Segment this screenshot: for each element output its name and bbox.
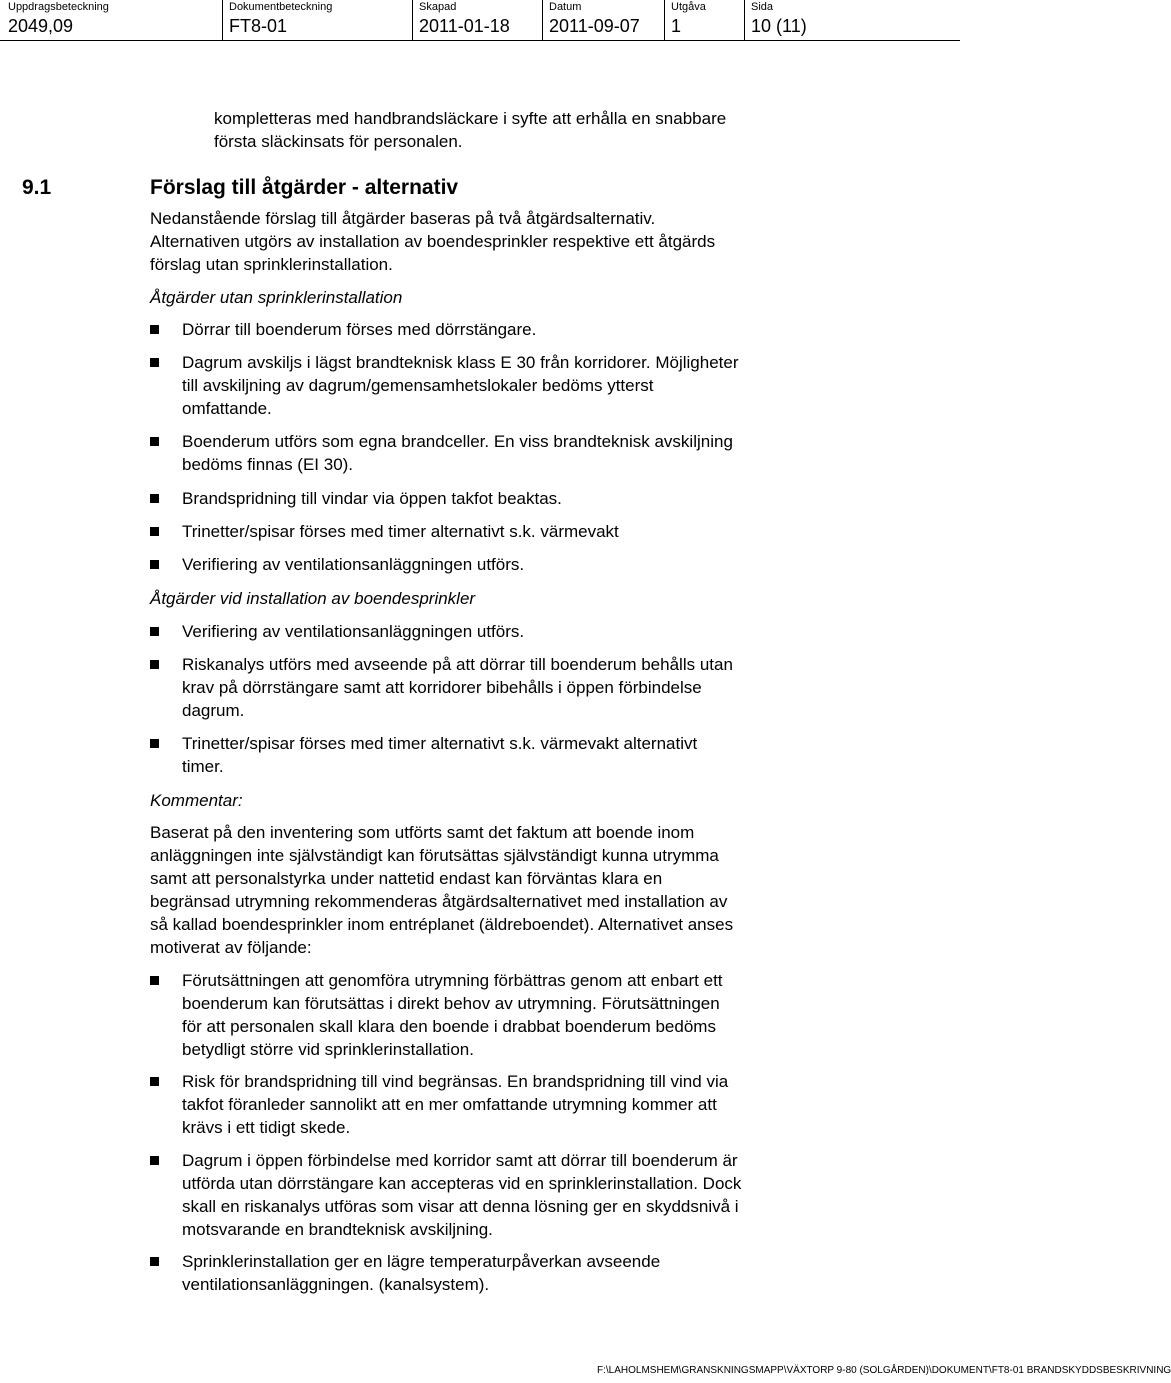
footer-file-path: F:\LAHOLMSHEM\GRANSKNINGSMAPP\VÄXTORP 9-80 (SOLGÅRDEN)\DOKUMENT\FT8-01 BRANDSKYDDSBESKRIVNING — [597, 1365, 1171, 1376]
list-item-line: till avskiljning av dagrum/gemensamhetslokaler bedöms ytterst — [182, 376, 654, 395]
paragraph-line: Nedanstående förslag till åtgärder baseras på två åtgärdsalternativ. — [150, 209, 656, 228]
list-item-line: skall en riskanalys utföras som visar att denna lösning ger en skyddsnivå i — [182, 1197, 739, 1216]
paragraph-line: Alternativen utgörs av installation av boendesprinkler respektive ett åtgärds — [150, 232, 716, 251]
list-item-line: utförda utan dörrstängare kan accepteras vid en sprinklerinstallation. Dock — [182, 1174, 742, 1193]
bullet-marker — [150, 976, 159, 985]
bullet-marker — [150, 1156, 159, 1165]
header-value: FT8-01 — [229, 16, 288, 36]
bullet-marker — [150, 627, 159, 636]
header-label: Uppdragsbeteckning — [8, 1, 109, 13]
bullet-marker — [150, 527, 159, 536]
header-value: 2011-01-18 — [419, 16, 510, 36]
bullet-marker — [150, 1077, 159, 1086]
comment-line: så kallad boendesprinkler inom entréplanet (äldreboendet). Alternativet anses — [150, 915, 734, 934]
list-item: Trinetter/spisar förses med timer alternativt s.k. värmevakt alternativt — [182, 734, 698, 753]
bullet-marker — [150, 660, 159, 669]
comment-line: begränsad utrymning rekommenderas åtgärdsalternativet med installation av — [150, 892, 728, 911]
list-item: Dagrum avskiljs i lägst brandteknisk klass E 30 från korridorer. Möjligheter — [182, 353, 739, 372]
list-item-line: boenderum kan förutsättas i direkt behov av utrymning. Förutsättningen — [182, 994, 720, 1013]
list-item: Risk för brandspridning till vind begränsas. En brandspridning till vind via — [182, 1072, 729, 1091]
intro-line: första släckinsats för personalen. — [214, 132, 463, 151]
comment-line: Baserat på den inventering som utförts samt det faktum att boende inom — [150, 823, 695, 842]
section-title: Förslag till åtgärder - alternativ — [150, 176, 459, 199]
header-value: 2049,09 — [8, 16, 74, 36]
bullet-marker — [150, 1257, 159, 1266]
list-item: Sprinklerinstallation ger en lägre temperaturpåverkan avseende — [182, 1252, 661, 1271]
comment-line: samt att personalstyrka under nattetid endast kan förväntas klara en — [150, 869, 663, 888]
header-cell-document-id — [222, 0, 412, 40]
comment-line: motiverat av följande: — [150, 938, 312, 957]
bullet-marker — [150, 739, 159, 748]
header-label: Sida — [751, 1, 774, 13]
subheading-with-sprinkler: Åtgärder vid installation av boendesprinkler — [150, 589, 476, 608]
list-item: Förutsättningen att genomföra utrymning förbättras genom att enbart ett — [182, 971, 723, 990]
bullet-marker — [150, 358, 159, 367]
list-item: Dörrar till boenderum förses med dörrstängare. — [182, 320, 537, 339]
header-value: 1 — [671, 16, 682, 36]
header-cell-date — [542, 0, 664, 40]
list-item-line: omfattande. — [182, 399, 272, 418]
paragraph-line: förslag utan sprinklerinstallation. — [150, 255, 393, 274]
subheading-without-sprinkler: Åtgärder utan sprinklerinstallation — [150, 288, 403, 307]
header-label: Dokumentbeteckning — [229, 1, 333, 13]
list-item-line: krav på dörrstängare samt att korridorer bibehålls i öppen förbindelse — [182, 678, 702, 697]
list-item-line: bedöms finnas (EI 30). — [182, 455, 354, 474]
list-item-line: dagrum. — [182, 701, 245, 720]
bullet-marker — [150, 437, 159, 446]
list-item: Riskanalys utförs med avseende på att dörrar till boenderum behålls utan — [182, 655, 733, 674]
document-header — [0, 0, 960, 41]
section-number: 9.1 — [22, 176, 52, 199]
comment-line: anläggningen inte självständigt kan förutsättas självständigt kunna utrymma — [150, 846, 719, 865]
comment-heading: Kommentar: — [150, 791, 243, 810]
list-item-line: ventilationsanläggningen. (kanalsystem). — [182, 1275, 490, 1294]
list-item-line: timer. — [182, 757, 224, 776]
list-item: Trinetter/spisar förses med timer alternativt s.k. värmevakt — [182, 522, 619, 541]
header-cell-created — [412, 0, 542, 40]
list-item-line: betydligt större vid sprinklerinstallation. — [182, 1040, 474, 1059]
list-item-line: takfot föranleder sannolikt att en mer omfattande utrymning kommer att — [182, 1095, 717, 1114]
header-value: 2011-09-07 — [549, 16, 640, 36]
list-item: Dagrum i öppen förbindelse med korridor samt att dörrar till boenderum är — [182, 1151, 738, 1170]
header-label: Skapad — [419, 1, 457, 13]
list-item-line: motsvarande en brandteknisk avskiljning. — [182, 1220, 493, 1239]
header-value: 10 (11) — [751, 16, 807, 36]
list-item-line: för att personalen skall klara den boende i drabbat boenderum bedöms — [182, 1017, 716, 1036]
header-label: Utgåva — [671, 1, 706, 13]
list-item: Verifiering av ventilationsanläggningen utförs. — [182, 555, 525, 574]
bullet-marker — [150, 560, 159, 569]
intro-line: kompletteras med handbrandsläckare i syfte att erhålla en snabbare — [214, 109, 727, 128]
list-item: Boenderum utförs som egna brandceller. En viss brandteknisk avskiljning — [182, 432, 733, 451]
list-item-line: krävs i ett tidigt skede. — [182, 1118, 351, 1137]
list-item: Verifiering av ventilationsanläggningen utförs. — [182, 622, 525, 641]
header-label: Datum — [549, 1, 582, 13]
bullet-marker — [150, 494, 159, 503]
header-cell-edition — [664, 0, 744, 40]
header-cell-page — [744, 0, 960, 40]
list-item: Brandspridning till vindar via öppen takfot beaktas. — [182, 489, 562, 508]
header-cell-assignment — [0, 0, 222, 40]
bullet-marker — [150, 325, 159, 334]
